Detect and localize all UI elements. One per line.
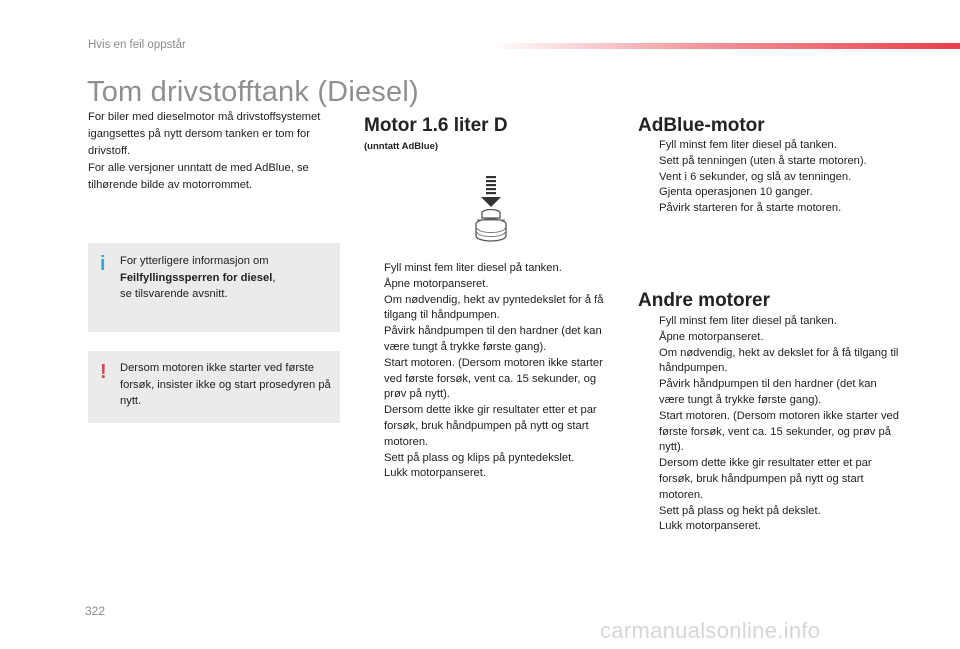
- step-text: Sett på tenningen (uten å starte motoren).: [659, 154, 867, 167]
- step-text: Fyll minst fem liter diesel på tanken.: [659, 139, 837, 151]
- motor16-heading: Motor 1.6 liter D: [364, 115, 508, 136]
- info-note-line2: se tilsvarende avsnitt.: [120, 288, 228, 300]
- step-item: [366, 451, 618, 467]
- step-text: Åpne motorpanseret.: [659, 330, 764, 343]
- adblue-steps: [641, 138, 903, 217]
- step-text: Start motoren. (Dersom motoren ikke starter ved første forsøk, vent ca. 15 sekunder, og prøv på nytt).: [659, 409, 899, 454]
- info-note-punct: ,: [272, 271, 276, 284]
- step-item: [641, 409, 903, 456]
- info-note-text-start: For ytterligere informasjon om: [120, 255, 269, 267]
- step-text: Lukk motorpanseret.: [384, 467, 486, 480]
- watermark: carmanualsonline.info: [600, 618, 821, 643]
- step-text: Gjenta operasjonen 10 ganger.: [659, 186, 813, 199]
- warning-note: [88, 351, 340, 423]
- step-item: [641, 456, 903, 503]
- intro-text: [88, 109, 350, 194]
- motor16-steps: [366, 261, 618, 482]
- info-icon: i: [100, 253, 106, 275]
- info-note-text: [120, 253, 335, 303]
- other-steps: [641, 314, 903, 535]
- step-text: Fyll minst fem liter diesel på tanken.: [659, 315, 837, 327]
- intro-paragraph: For alle versjoner unntatt de med AdBlue, se tilhørende bilde av motorrommet.: [88, 162, 309, 191]
- page-number: 322: [85, 604, 106, 618]
- step-text: Påvirk håndpumpen til den hardner (det kan være tungt å trykke første gang).: [384, 325, 602, 353]
- step-text: Vent i 6 sekunder, og slå av tenningen.: [659, 170, 852, 183]
- step-text: Påvirk håndpumpen til den hardner (det kan være tungt å trykke første gang).: [659, 378, 877, 406]
- step-text: Om nødvendig, hekt av dekslet for å få tilgang til håndpumpen.: [659, 346, 899, 375]
- step-item: [641, 185, 903, 201]
- step-text: Dersom dette ikke gir resultater etter et par forsøk, bruk håndpumpen på nytt og start motoren.: [384, 404, 597, 448]
- step-item: [366, 466, 618, 482]
- step-text: Fyll minst fem liter diesel på tanken.: [384, 262, 562, 274]
- step-item: [366, 277, 618, 293]
- step-text: Påvirk starteren for å starte motoren.: [659, 202, 842, 215]
- step-text: Start motoren. (Dersom motoren ikke starter ved første forsøk, vent ca. 15 sekunder, og prøv på nytt).: [384, 356, 603, 401]
- step-item: [641, 346, 903, 378]
- other-heading: Andre motorer: [638, 290, 770, 311]
- step-item: [641, 170, 903, 186]
- step-item: [366, 324, 618, 356]
- step-item: [641, 138, 903, 154]
- step-item: [641, 504, 903, 520]
- header-accent-bar: [490, 43, 960, 49]
- warning-icon: !: [100, 361, 107, 383]
- step-text: Sett på plass og hekt på dekslet.: [659, 504, 821, 517]
- step-text: Sett på plass og klips på pyntedekslet.: [384, 451, 575, 464]
- motor16-subheading: (unntatt AdBlue): [364, 141, 439, 152]
- step-item: [366, 403, 618, 450]
- step-text: Om nødvendig, hekt av pyntedekslet for å få tilgang til håndpumpen.: [384, 293, 604, 322]
- step-text: Dersom dette ikke gir resultater etter et par forsøk, bruk håndpumpen på nytt og start motoren.: [659, 457, 872, 501]
- step-item: [641, 330, 903, 346]
- warning-note-text: Dersom motoren ikke starter ved første forsøk, insister ikke og start prosedyren på nytt.: [120, 362, 331, 407]
- step-item: [641, 154, 903, 170]
- step-item: [641, 201, 903, 217]
- step-item: [366, 293, 618, 325]
- step-item: [641, 519, 903, 535]
- hand-pump-icon: [474, 176, 508, 242]
- intro-paragraph: For biler med dieselmotor må drivstoffsystemet igangsettes på nytt dersom tanken er tom for drivstoff.: [88, 111, 321, 157]
- step-text: Lukk motorpanseret.: [659, 520, 761, 533]
- page-title: Tom drivstofftank (Diesel): [87, 76, 419, 108]
- step-text: Åpne motorpanseret.: [384, 277, 489, 290]
- section-title: Hvis en feil oppstår: [88, 39, 186, 51]
- info-note-bold: Feilfyllingssperren for diesel: [120, 271, 273, 284]
- step-item: [641, 377, 903, 409]
- step-item: [641, 314, 903, 330]
- step-item: [366, 261, 618, 277]
- adblue-heading: AdBlue-motor: [638, 115, 765, 136]
- info-note: [88, 243, 340, 332]
- step-item: [366, 356, 618, 403]
